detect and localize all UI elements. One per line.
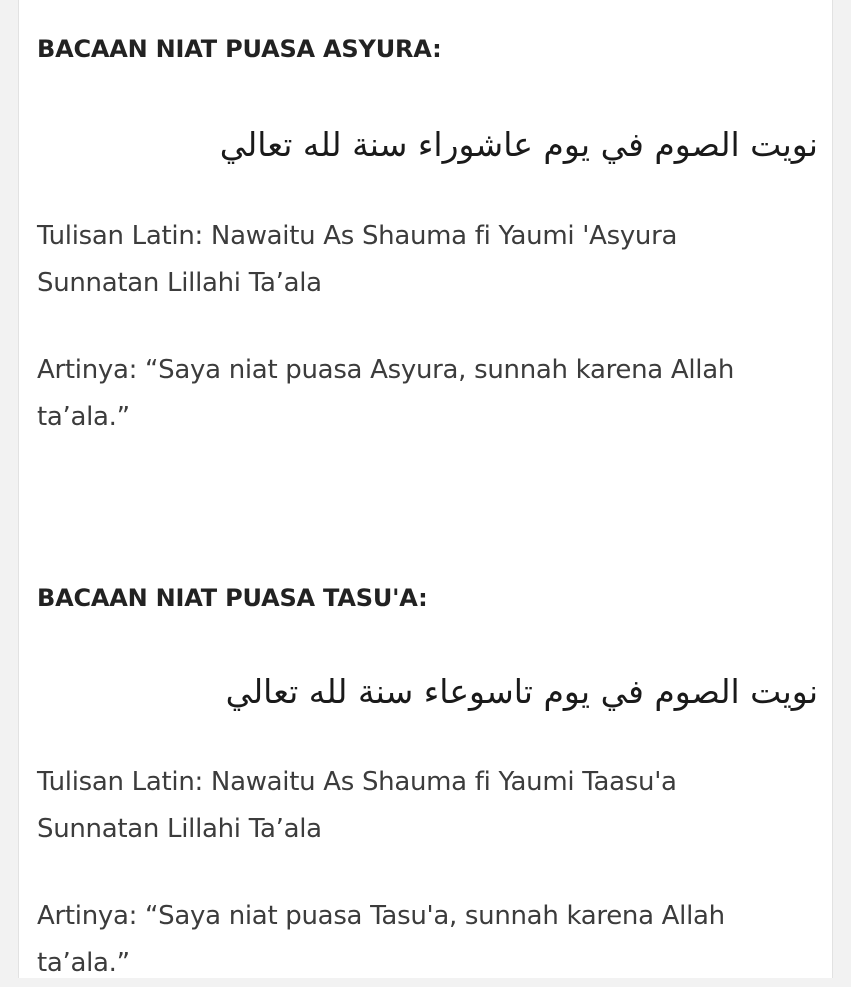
latin-transliteration-tasua bbox=[37, 759, 817, 853]
latin-line-1: Tulisan Latin: Nawaitu As Shauma fi Yaumi Taasu'a bbox=[37, 767, 677, 797]
meaning-line-1: Artinya: “Saya niat puasa Tasu'a, sunnah karena Allah bbox=[37, 901, 725, 931]
article-card bbox=[18, 0, 833, 978]
section-heading-tasua: BACAAN NIAT PUASA TASU'A: bbox=[37, 584, 428, 612]
meaning-tasua bbox=[37, 893, 817, 987]
meaning-line-1: Artinya: “Saya niat puasa Asyura, sunnah karena Allah bbox=[37, 355, 735, 385]
latin-line-2: Sunnatan Lillahi Ta’ala bbox=[37, 814, 322, 844]
arabic-niat-tasua: نويت الصوم في يوم تاسوعاء سنة لله تعالي bbox=[225, 672, 818, 711]
meaning-asyura bbox=[37, 347, 817, 441]
latin-transliteration-asyura bbox=[37, 213, 817, 307]
latin-line-1: Tulisan Latin: Nawaitu As Shauma fi Yaumi 'Asyura bbox=[37, 221, 678, 251]
arabic-niat-asyura: نويت الصوم في يوم عاشوراء سنة لله تعالي bbox=[219, 125, 818, 164]
meaning-line-2: ta’ala.” bbox=[37, 402, 130, 432]
latin-line-2: Sunnatan Lillahi Ta’ala bbox=[37, 268, 322, 298]
meaning-line-2: ta’ala.” bbox=[37, 948, 130, 978]
section-heading-asyura: BACAAN NIAT PUASA ASYURA: bbox=[37, 35, 442, 63]
